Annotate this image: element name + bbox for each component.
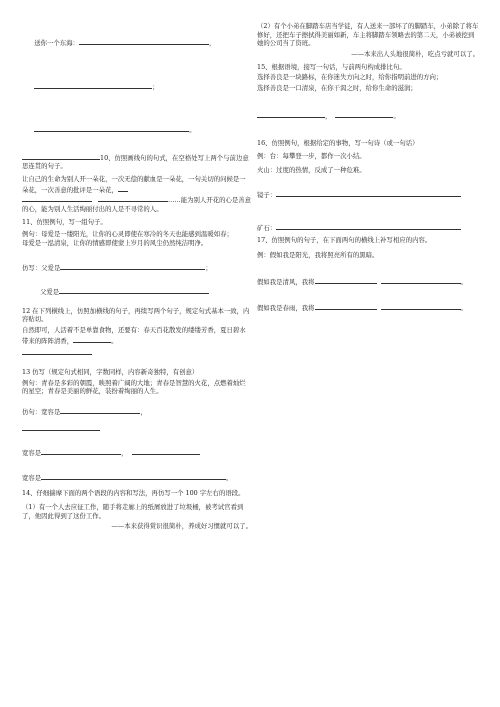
q12-title: 12 在下列横线上，仿照加横线的句子，再续写两个句子，规定句式基本一致，内容贴切。 [22,306,250,324]
sea-prefix: 送你一个东海： [34,38,79,47]
q16-title: 16、仿照例句，根据给定的事物，写一句诗（或一句话） [257,139,419,148]
left-column [22,28,252,531]
q10-blank-3[interactable] [98,194,168,202]
q17-blank-2b[interactable] [381,302,461,310]
q10-passage-b: ……能为别人开花的心是善意的心，能为别人生活绚丽付出的人是不寻常的人。 [22,196,252,213]
q16-fill-1 [257,189,479,200]
q16-example: 例：台：每攀登一步，都作一次小结。 [257,151,366,160]
q15-blank-2[interactable] [335,110,393,118]
q10-text: 10、仿照画线句的句式，在空格处写上两个与前边意思连贯的句子。 [22,153,249,171]
sea-line-1 [22,28,252,56]
q12-blank-2[interactable] [22,347,92,355]
q16-fill1-prefix: 镜子： [257,191,277,200]
q12-passage-text: 自然即可，人活着不是单靠食物，还要有：春天百花散发的缕缕芳香，夏日碧水带来的阵阵清香， [22,326,246,345]
q10-blank-1[interactable] [118,184,128,192]
q11-fill-1 [22,262,252,273]
q16-fill-2 [257,222,479,233]
q15-blank-1[interactable] [257,110,325,118]
q13-fill1-mid: ， [140,407,147,416]
q10-title [22,152,252,171]
q11-fill1-suffix: ； [205,263,212,272]
q17-fill1-suffix: 。 [460,277,467,286]
q13-fill3-prefix: 宽容是 [22,473,42,482]
q13-example: 例句：青春是多彩的朝霞，映照着广阔的大地；青春是智慧的火花，点燃着灿烂的星空；青春是美丽的鲜花，装扮着绚丽的人生。 [22,378,246,396]
q12-fill-line [22,347,252,358]
q10-blank-lead[interactable] [22,152,100,160]
q11-example: 例句：母爱是一缕阳光，让你的心灵即使在寒冷的冬天也能感到温暖如春； [22,230,233,239]
q17-blank-2[interactable] [315,302,377,310]
q13-fill-1 [22,406,252,417]
q13-blank-3[interactable] [41,472,226,480]
q17-fill-2 [257,302,479,313]
q13-fill2-mid: ， [121,449,128,458]
q17-blank-1b[interactable] [381,276,461,284]
q10-passage-a: 让自己的生命为别人开一朵花，一次无偿的献血是一朵花，一句关切的问候是一朵花，一次善意的批评是一朵花， [22,175,246,194]
q11-example-2: 母爱是一泓清泉，让你的情感即使蒙上岁月的风尘仍然纯洁明净。 [22,238,208,247]
q13-blank-2b[interactable] [132,447,200,455]
q15-title: 15、根据语境，接写一句话，与前两句构成排比句。 [257,62,406,71]
q12-blank-1[interactable] [73,335,111,343]
q17-fill1-prefix: 假如我是清风，我将 [257,277,315,286]
q17-fill-1 [257,276,479,287]
sea-line-2 [22,72,252,100]
q14-paragraph-1: （1）有一个人去应征工作，随手将走廊上的纸屑放进了垃圾桶，被考试官看到了，他因此得到了这份工作。 [22,503,244,520]
q11-blank-2[interactable] [59,286,209,294]
q11-fill1-prefix: 仿写：父爱是 [22,263,61,272]
sea-blank-3[interactable] [34,124,189,132]
q16-blank-1[interactable] [276,189,461,197]
q17-example: 例：假如我是阳光，我将照亮所有的黑暗。 [257,250,379,259]
sea-line-3 [22,116,252,144]
q14-signature-2: ——本来出人头地很简朴，吃点亏就可以了。 [351,49,479,58]
q13-blank-1[interactable] [60,406,140,414]
q11-fill2-prefix: 父爱是 [40,288,60,297]
sea-blank-1[interactable] [79,37,209,45]
q13-blank-2[interactable] [41,447,121,455]
sea-suffix-2: ； [152,82,159,91]
q17-fill2-prefix: 假如我是春雨，我将 [257,304,315,313]
q16-blank-2[interactable] [276,222,461,230]
q16-fill2-prefix: 矿石： [257,223,277,232]
q13-fill-2 [22,447,252,458]
q11-blank-1[interactable] [60,262,205,270]
q10-passage [22,175,252,194]
q14-paragraph-2: （2）有个小弟在脚踏车店当学徒，有人送来一部坏了的脚踏车，小弟除了将车修好，还把车子擦拭得美丽如新，车主将脚踏车领略去的第二天，小弟被挖到她的公司当了资班。 [257,22,479,48]
q15-fill-mid: ， [325,112,332,121]
sea-suffix-1: ， [208,38,216,47]
q17-title: 17、仿照例句的句子，在下面两句的横线上补写相应的内容。 [257,236,432,245]
q17-blank-1[interactable] [315,276,377,284]
q17-fill2-suffix: 。 [460,304,467,313]
q12-passage [22,326,252,345]
sea-blank-2[interactable] [34,81,152,89]
q15-fill [257,110,479,121]
q15-fill-suffix: 。 [393,112,400,121]
q13-blank-1b[interactable] [22,423,100,431]
q13-fill-3 [22,472,252,483]
q11-fill-2 [22,286,252,297]
right-column [257,22,479,313]
q10-passage-line2 [22,194,252,213]
q13-fill2-prefix: 宽容是 [22,449,42,458]
q15-line-1: 选择善良是一块路标，在你迷失方向之时，给你指明前进的方向； [257,73,443,82]
q13-title: 13 仿写（规定句式相同，字数同样，内容新奇独特，有创意） [22,368,199,377]
sea-suffix-3: 。 [189,126,196,135]
q13-fill-1b [22,423,252,434]
q14-signature-1: ——本来获得赏识很简朴，养成好习惯就可以了。 [111,522,252,531]
q15-line-2: 选择善良是一口清泉，在你干渴之时，给你生命的滋润； [257,83,417,92]
q14-title: 14、仔细揣摩下面的两个语段的内容和写法，再仿写一个 100 字左右的语段。 [22,488,245,497]
q10-blank-2[interactable] [22,194,92,202]
q16-example-2: 火山：过度的热情，反成了一种危难。 [257,166,366,175]
q13-fill1-prefix: 仿句：宽容是 [22,407,61,416]
q13-fill3-suffix: 。 [226,473,233,482]
q11-title: 11、仿照例句，写一组句子。 [22,217,107,226]
q12-suffix: 。 [111,336,118,345]
